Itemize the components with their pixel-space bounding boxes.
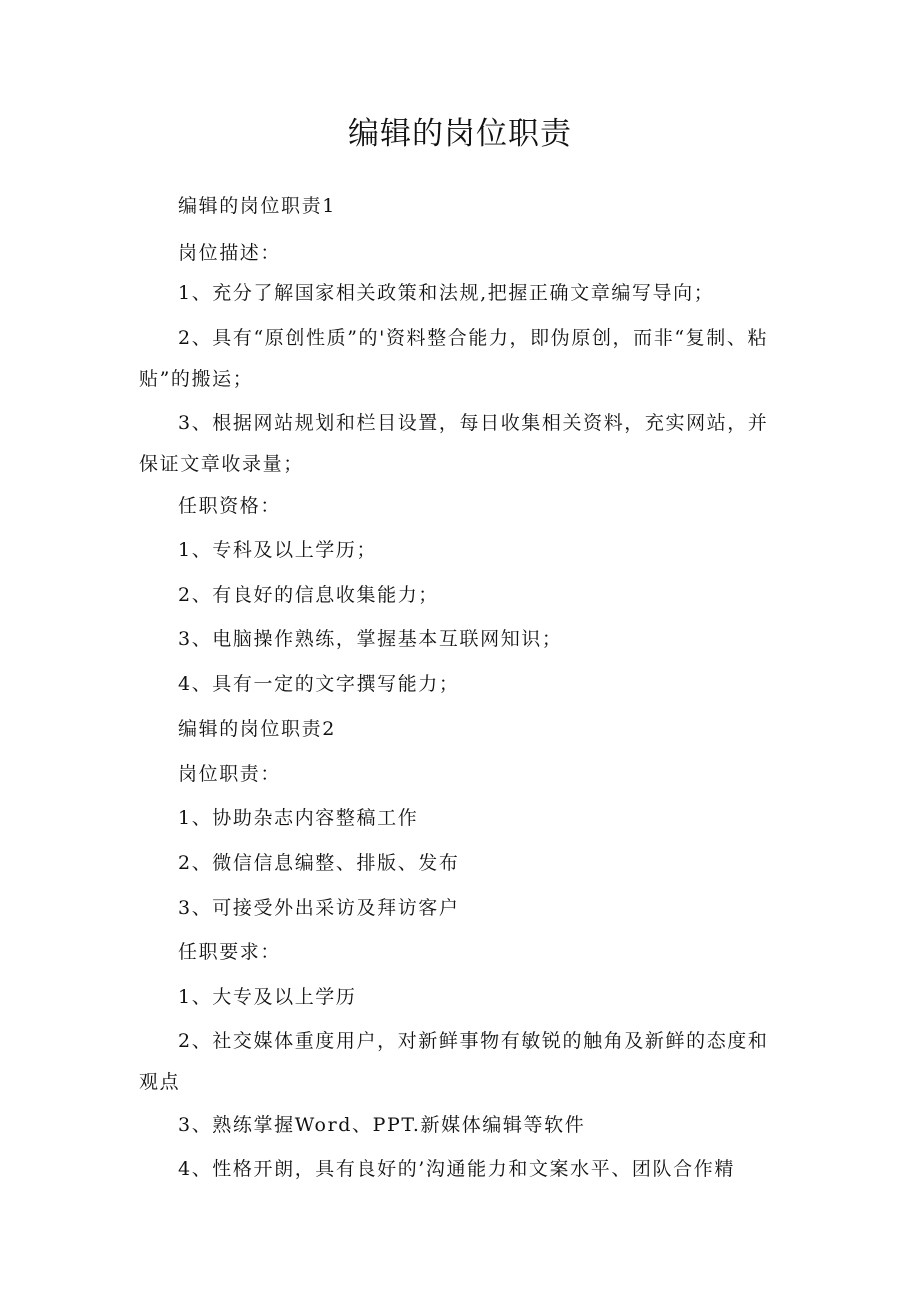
requirement-item-4: 4、性格开朗，具有良好的’沟通能力和文案水平、团队合作精 — [178, 1158, 735, 1180]
duty-item-1: 1、协助杂志内容整稿工作 — [178, 807, 419, 829]
duty-item-3: 3、可接受外出采访及拜访客户 — [178, 897, 460, 919]
section-heading-2: 编辑的岗位职责2 — [178, 718, 336, 740]
qualification-heading-1: 任职资格： — [178, 495, 282, 517]
duty-item-2: 2、微信信息编整、排版、发布 — [178, 852, 460, 874]
qualification-item-1: 1、专科及以上学历； — [178, 539, 378, 561]
job-description-heading: 岗位描述： — [178, 242, 282, 264]
qualification-item-3: 3、电脑操作熟练，掌握基本互联网知识； — [178, 628, 563, 650]
qualification-item-2: 2、有良好的信息收集能力； — [178, 584, 439, 606]
requirements-heading: 任职要求： — [178, 941, 282, 963]
section-heading-1: 编辑的岗位职责1 — [178, 195, 336, 217]
document-title: 编辑的岗位职责 — [348, 116, 572, 152]
description-item-2: 2、具有“原创性质”的'资料整合能力，即伪原创，而非“复制、粘贴”的搬运； — [139, 327, 769, 390]
requirement-item-2: 2、社交媒体重度用户，对新鲜事物有敏锐的触角及新鲜的态度和观点 — [139, 1030, 769, 1093]
description-item-1: 1、充分了解国家相关政策和法规,把握正确文章编写导向； — [178, 282, 715, 304]
requirement-item-3: 3、熟练掌握Word、PPT.新媒体编辑等软件 — [178, 1114, 586, 1136]
description-item-3: 3、根据网站规划和栏目设置，每日收集相关资料，充实网站，并保证文章收录量； — [139, 412, 769, 475]
qualification-item-4: 4、具有一定的文字撰写能力； — [178, 673, 460, 695]
job-duties-heading: 岗位职责： — [178, 763, 282, 785]
requirement-item-1: 1、大专及以上学历 — [178, 986, 357, 1008]
